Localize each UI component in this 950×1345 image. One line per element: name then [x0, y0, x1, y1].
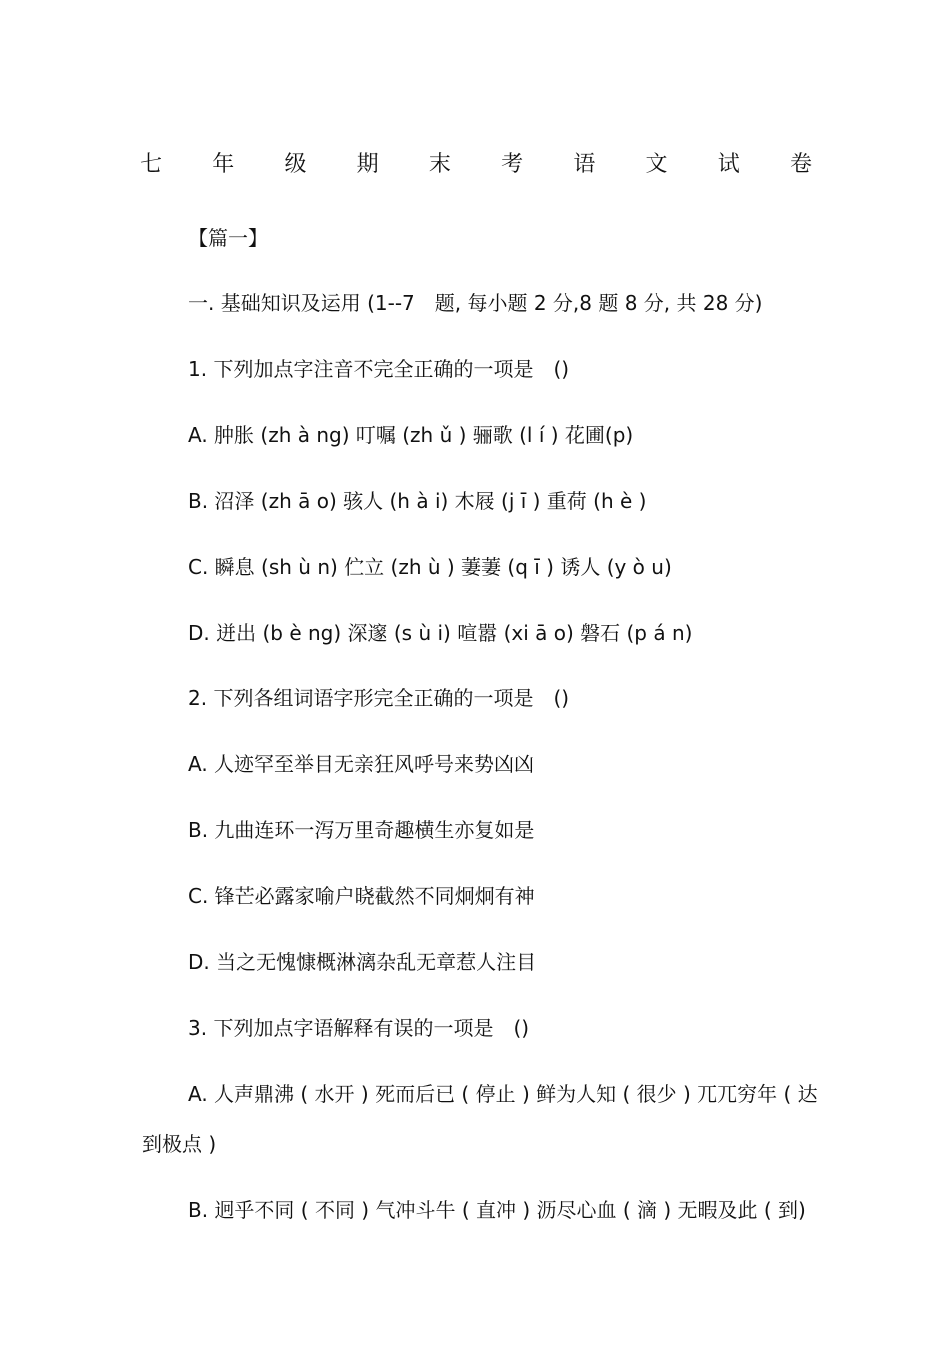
part-heading: 一. 基础知识及运用 (1--7 题, 每小题 2 分,8 题 8 分, 共 28 分) [188, 291, 763, 315]
question-stem: 2. 下列各组词语字形完全正确的一项是 () [188, 686, 570, 710]
question-option: D. 迸出 (b è ng) 深邃 (s ù i) 喧嚣 (xi ā o) 磐石 (p á n) [188, 621, 693, 645]
title-char: 期 [356, 152, 379, 177]
question-option: A. 人迹罕至举目无亲狂风呼号来势凶凶 [188, 752, 535, 776]
page-title [140, 150, 812, 180]
question-option: A. 人声鼎沸 ( 水开 ) 死而后已 ( 停止 ) 鲜为人知 ( 很少 ) 兀兀穷年 ( 达 [188, 1082, 818, 1106]
title-char: 试 [717, 152, 740, 177]
title-char: 语 [573, 152, 596, 177]
question-option: B. 迥乎不同 ( 不同 ) 气冲斗牛 ( 直冲 ) 沥尽心血 ( 滴 ) 无暇及此 ( 到) [188, 1198, 806, 1222]
question-option: B. 沼泽 (zh ā o) 骇人 (h à i) 木屐 (j ī ) 重荷 (h è ) [188, 489, 647, 513]
question-option: D. 当之无愧慷概淋漓杂乱无章惹人注目 [188, 950, 537, 974]
title-char: 年 [212, 152, 235, 177]
question-stem: 3. 下列加点字语解释有误的一项是 () [188, 1016, 530, 1040]
title-char: 文 [645, 152, 668, 177]
question-option-continuation: 到极点 ) [142, 1132, 217, 1156]
question-option: B. 九曲连环一泻万里奇趣横生亦复如是 [188, 818, 535, 842]
title-char: 卷 [789, 152, 812, 177]
section-label: 【篇一】 [188, 226, 268, 250]
title-char: 级 [284, 152, 307, 177]
question-stem: 1. 下列加点字注音不完全正确的一项是 () [188, 357, 570, 381]
title-char: 末 [428, 152, 451, 177]
title-char: 七 [140, 152, 163, 177]
question-option: C. 瞬息 (sh ù n) 伫立 (zh ù ) 萋萋 (q ī ) 诱人 (y ò u) [188, 555, 672, 579]
title-char: 考 [501, 152, 524, 177]
question-option: A. 肿胀 (zh à ng) 叮嘱 (zh ǔ ) 骊歌 (l í ) 花圃(p) [188, 423, 634, 447]
question-option: C. 锋芒必露家喻户晓截然不同炯炯有神 [188, 884, 535, 908]
